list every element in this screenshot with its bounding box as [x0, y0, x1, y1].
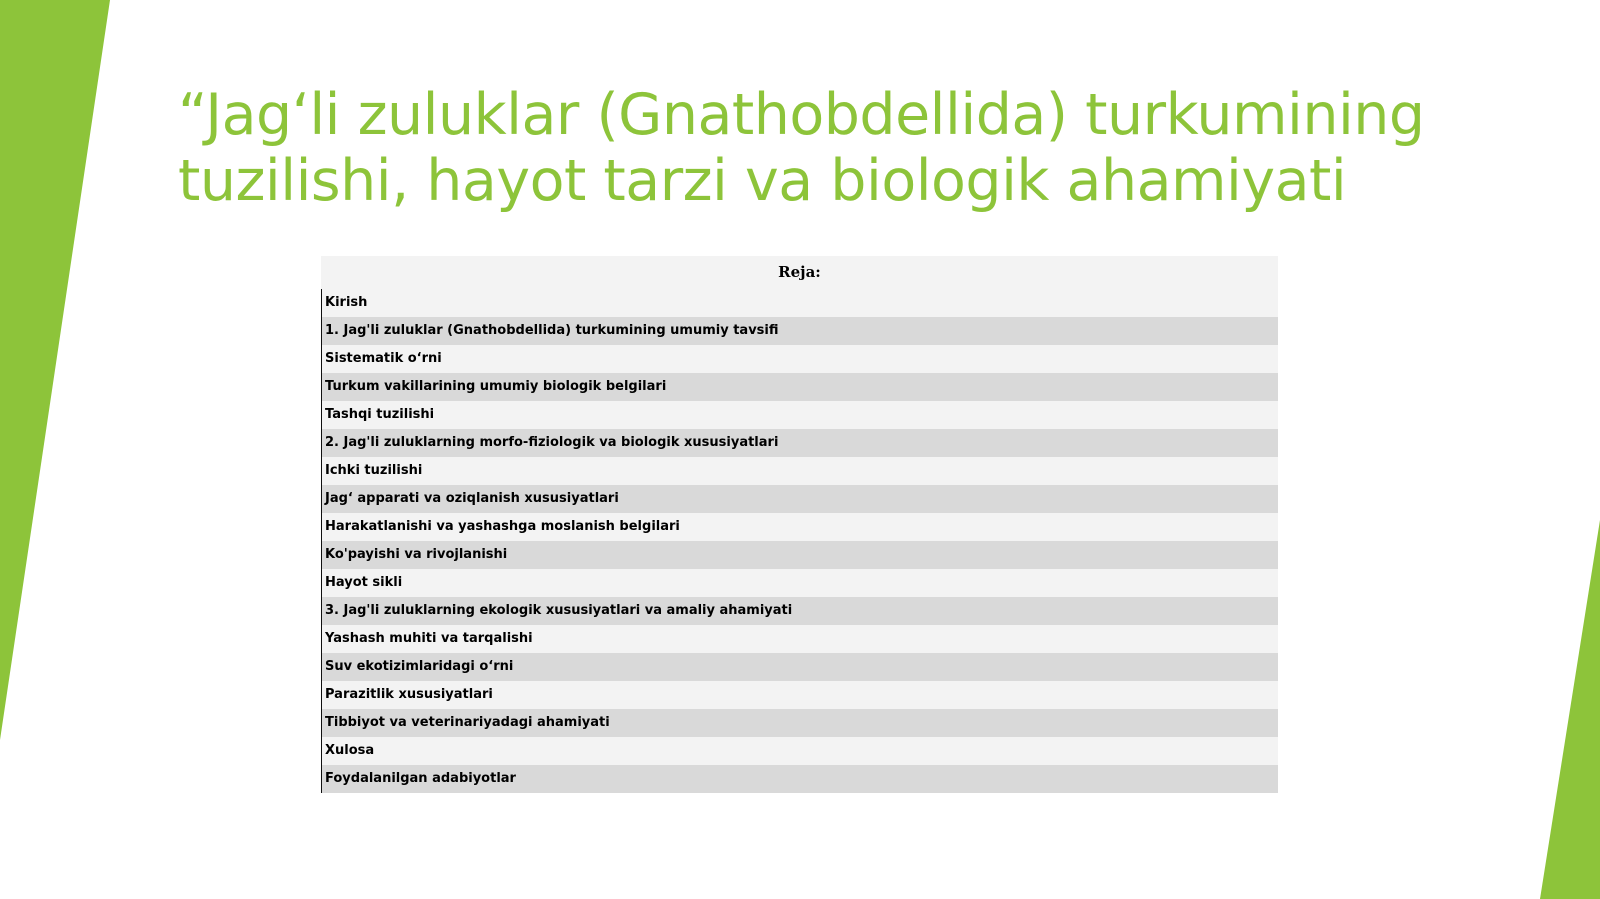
plan-item: 1. Jag'li zuluklar (Gnathobdellida) turkumining umumiy tavsifi — [322, 317, 1278, 345]
plan-item: Foydalanilgan adabiyotlar — [322, 765, 1278, 793]
plan-item: Suv ekotizimlaridagi o‘rni — [322, 653, 1278, 681]
plan-heading: Reja: — [321, 256, 1278, 289]
plan-list — [321, 289, 1278, 793]
plan-item: Parazitlik xususiyatlari — [322, 681, 1278, 709]
right-green-band — [1540, 520, 1600, 899]
plan-item: Turkum vakillarining umumiy biologik belgilari — [322, 373, 1278, 401]
plan-item: Jag‘ apparati va oziqlanish xususiyatlari — [322, 485, 1278, 513]
plan-item: Xulosa — [322, 737, 1278, 765]
plan-item: Harakatlanishi va yashashga moslanish belgilari — [322, 513, 1278, 541]
plan-item: 3. Jag'li zuluklarning ekologik xususiyatlari va amaliy ahamiyati — [322, 597, 1278, 625]
plan-item: Hayot sikli — [322, 569, 1278, 597]
plan-item: Ko'payishi va rivojlanishi — [322, 541, 1278, 569]
plan-item: Yashash muhiti va tarqalishi — [322, 625, 1278, 653]
plan-item: 2. Jag'li zuluklarning morfo-fiziologik va biologik xususiyatlari — [322, 429, 1278, 457]
plan-item: Tibbiyot va veterinariyadagi ahamiyati — [322, 709, 1278, 737]
plan-item: Ichki tuzilishi — [322, 457, 1278, 485]
plan-item: Tashqi tuzilishi — [322, 401, 1278, 429]
slide-title: “Jag‘li zuluklar (Gnathobdellida) turkumining tuzilishi, hayot tarzi va biologik ahamiyati — [178, 82, 1425, 214]
plan-item: Kirish — [322, 289, 1278, 317]
plan-table — [321, 256, 1278, 793]
plan-item: Sistematik o‘rni — [322, 345, 1278, 373]
left-green-band — [0, 0, 110, 740]
